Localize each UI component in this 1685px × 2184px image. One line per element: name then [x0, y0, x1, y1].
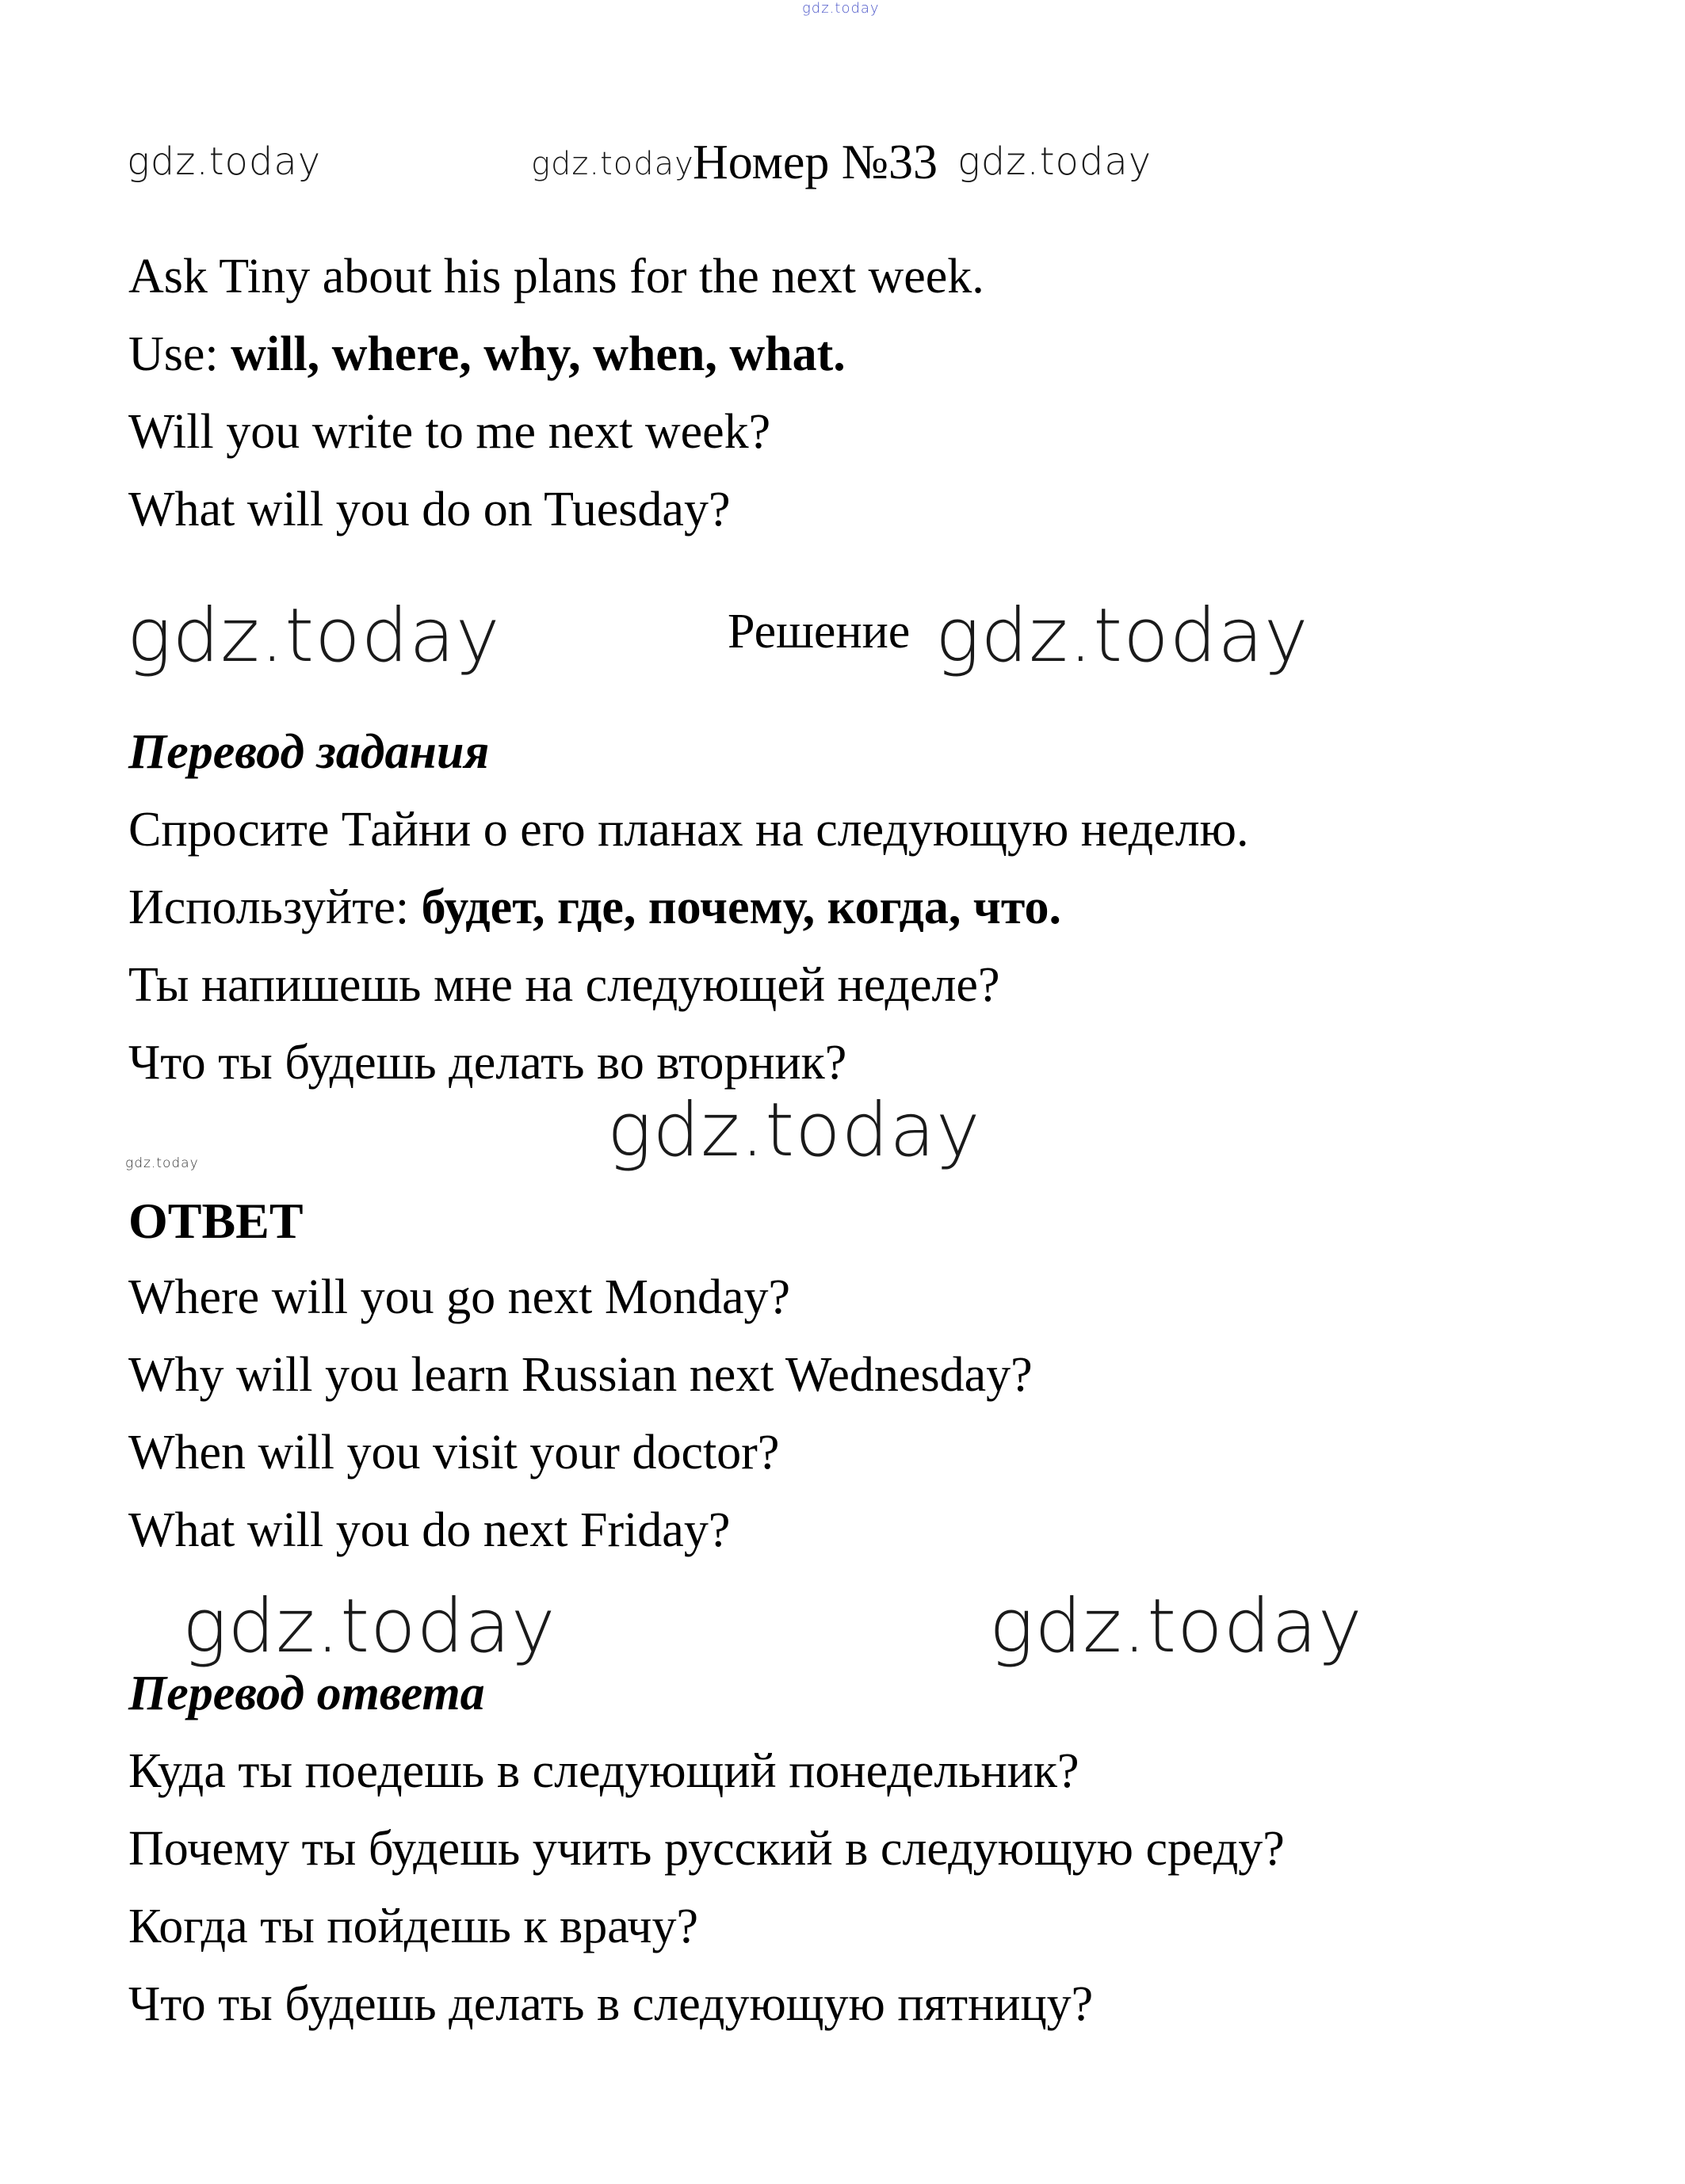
- answer-line-2: Why will you learn Russian next Wednesday?: [128, 1348, 1033, 1402]
- watermark-top: gdz.today: [802, 0, 880, 17]
- translation-task-use-words: будет, где, почему, когда, что.: [421, 880, 1062, 934]
- answer-heading: ОТВЕТ: [128, 1193, 304, 1249]
- watermark-header-left: gdz.today: [127, 139, 322, 184]
- task-use-words: will, where, why, when, what.: [231, 327, 846, 381]
- watermark-solution-right: gdz.today: [935, 593, 1309, 679]
- translation-task-example-1: Ты напишешь мне на следующей неделе?: [128, 958, 1000, 1012]
- answer-line-3: When will you visit your doctor?: [128, 1426, 780, 1480]
- translation-task-use-prefix: Используйте:: [128, 880, 422, 934]
- translation-answer-line-2: Почему ты будешь учить русский в следующую среду?: [128, 1822, 1285, 1876]
- watermark-header-mid-right: gdz.today: [957, 139, 1152, 184]
- translation-task-heading: Перевод задания: [128, 725, 490, 779]
- translation-task-line: Спросите Тайни о его планах на следующую неделю.: [128, 803, 1249, 857]
- watermark-header-mid-left: gdz.today: [531, 146, 694, 182]
- answer-line-4: What will you do next Friday?: [128, 1503, 731, 1557]
- translation-answer-line-1: Куда ты поедешь в следующий понедельник?: [128, 1744, 1079, 1798]
- answer-line-1: Where will you go next Monday?: [128, 1270, 791, 1324]
- task-use-line: [128, 327, 846, 381]
- solution-label: Решение: [728, 605, 911, 659]
- page-title: Номер №33: [693, 136, 938, 189]
- watermark-task-small: gdz.today: [125, 1155, 199, 1171]
- translation-answer-line-3: Когда ты пойдешь к врачу?: [128, 1900, 698, 1953]
- translation-task-example-2: Что ты будешь делать во вторник?: [128, 1036, 847, 1090]
- watermark-answer-right: gdz.today: [989, 1583, 1363, 1670]
- task-use-prefix: Use:: [128, 327, 231, 381]
- translation-answer-heading: Перевод ответа: [128, 1667, 485, 1720]
- translation-task-use-line: [128, 880, 1062, 934]
- task-example-1: Will you write to me next week?: [128, 405, 771, 459]
- watermark-solution-left: gdz.today: [127, 593, 501, 679]
- translation-answer-line-4: Что ты будешь делать в следующую пятницу?: [128, 1977, 1094, 2031]
- task-example-2: What will you do on Tuesday?: [128, 483, 731, 536]
- watermark-task-center: gdz.today: [607, 1087, 981, 1174]
- watermark-answer-left: gdz.today: [182, 1583, 556, 1670]
- task-instruction: Ask Tiny about his plans for the next week.: [128, 250, 984, 304]
